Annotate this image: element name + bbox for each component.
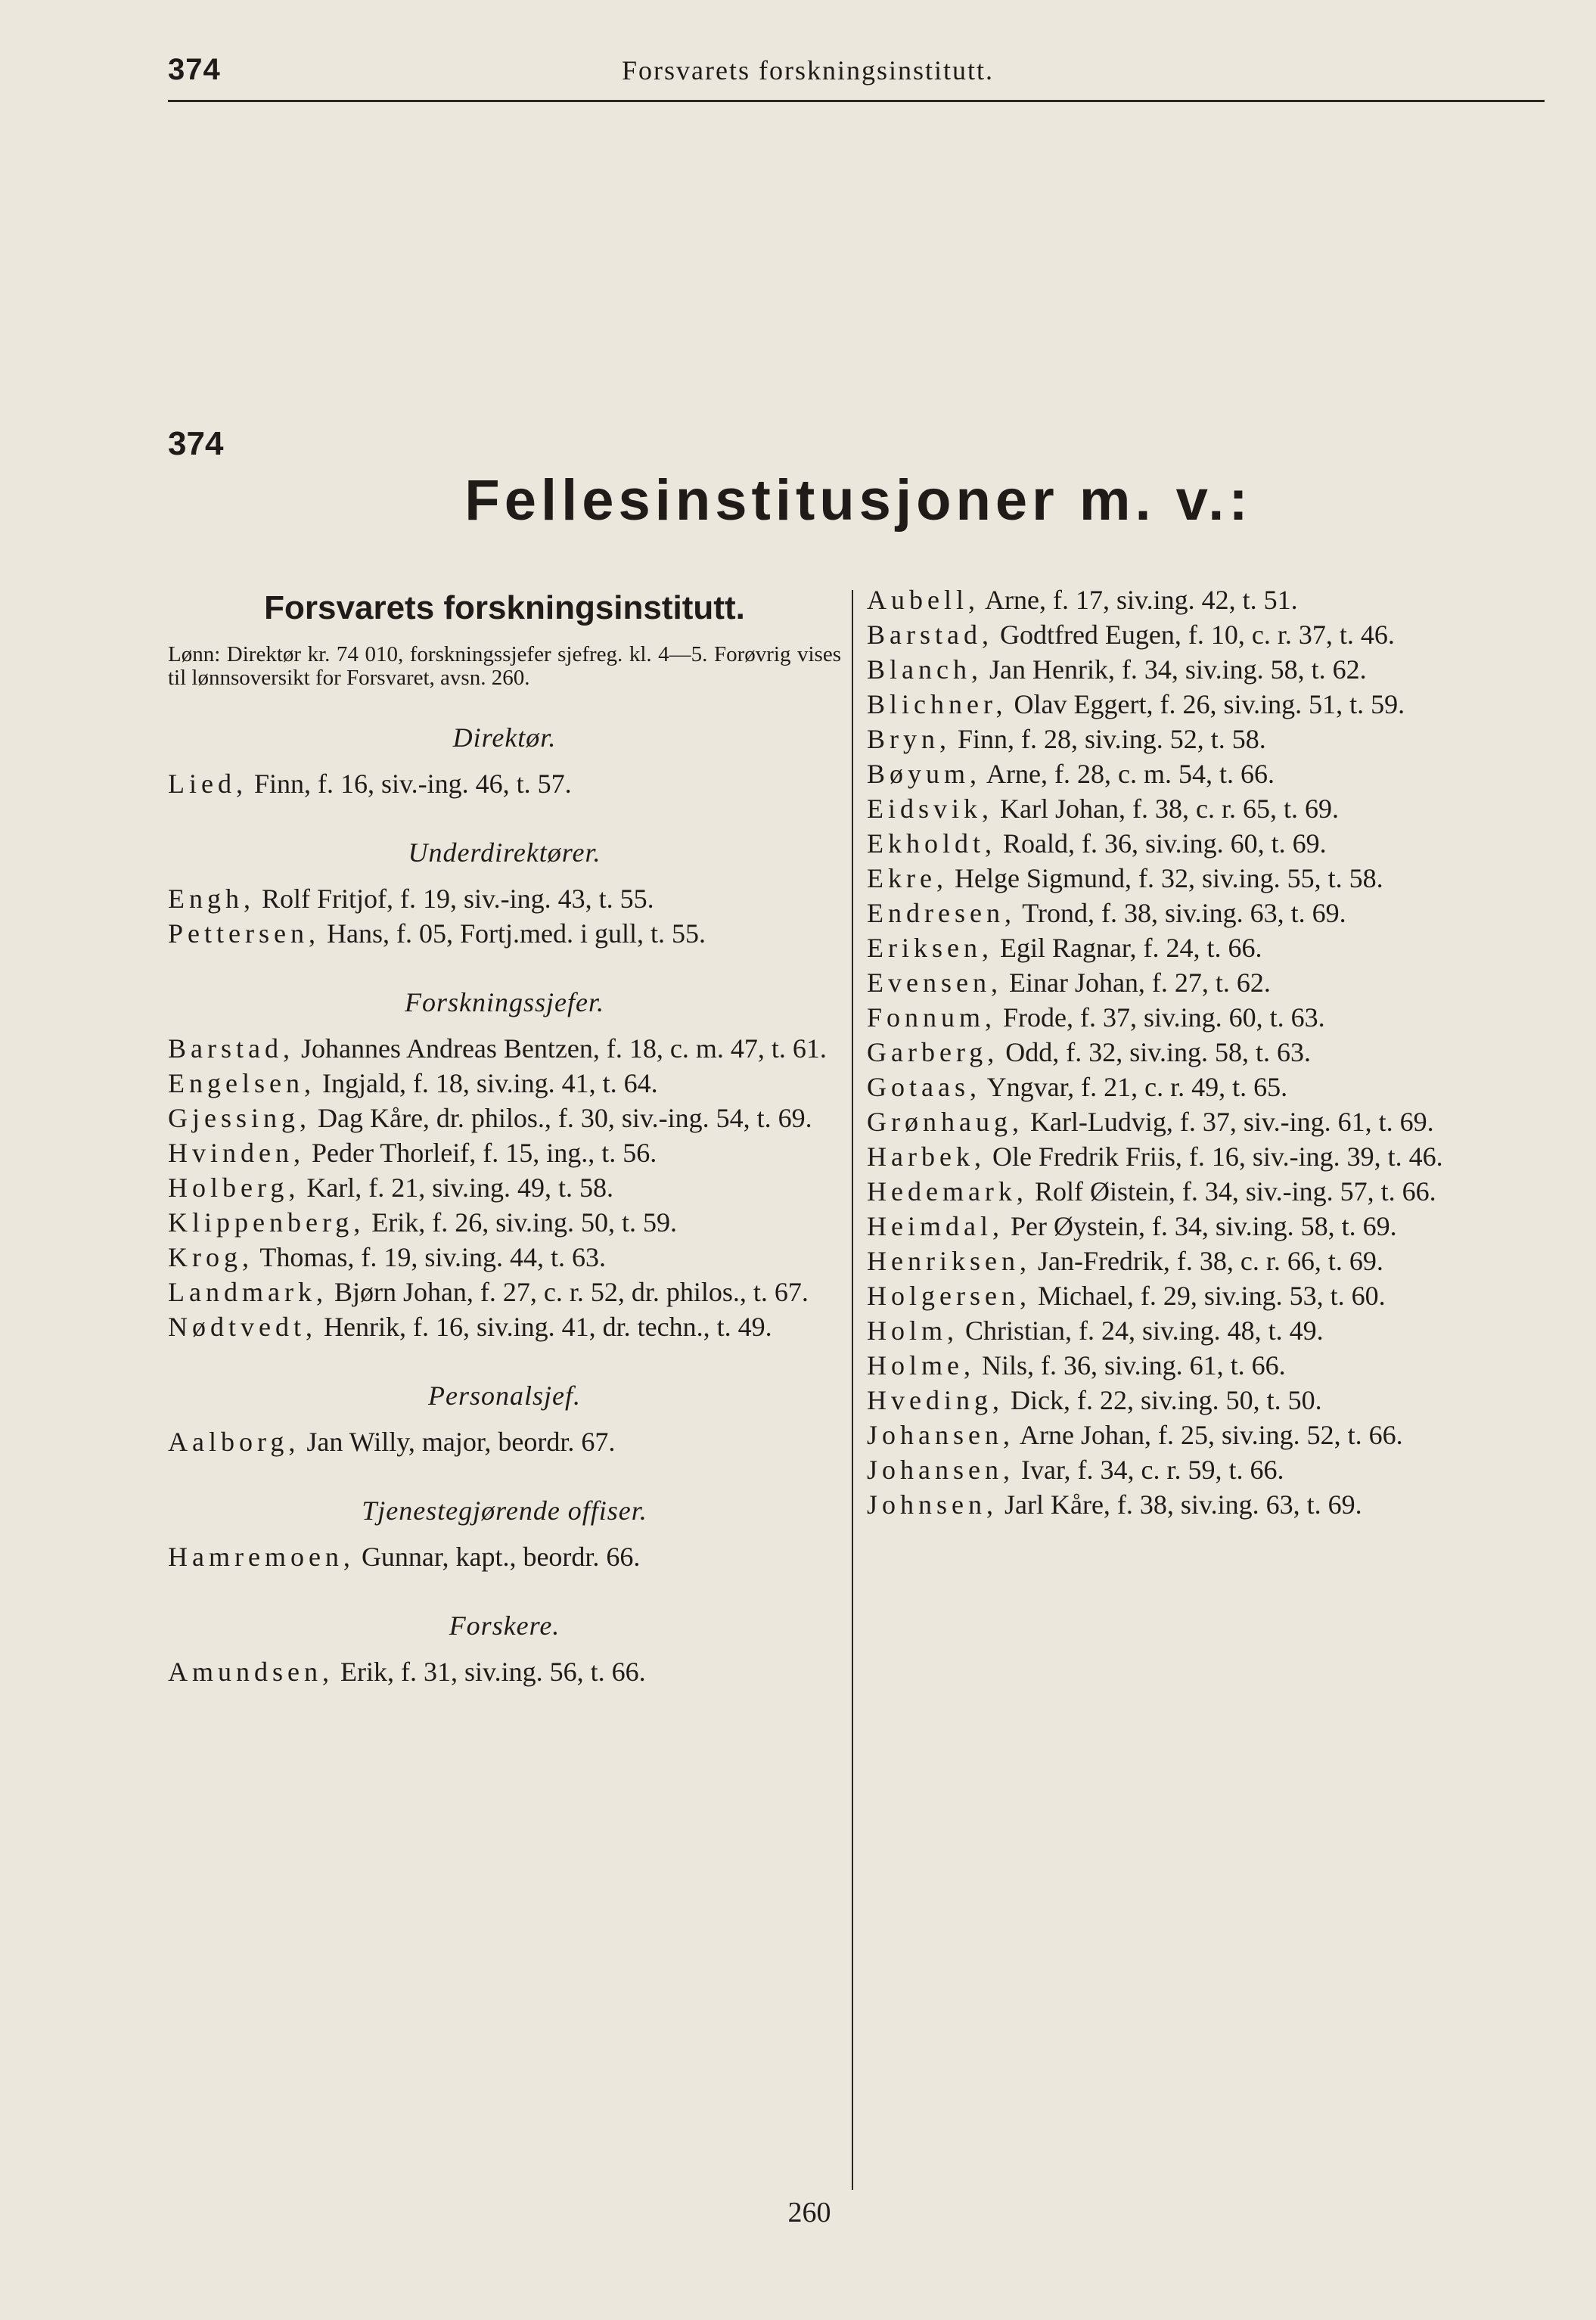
list-direktor [168,768,841,800]
left-column [168,584,841,1691]
list-item [168,918,841,950]
list-offiser [168,1541,841,1573]
section-number: 374 [168,425,224,462]
entry-surname: Gotaas, [867,1072,981,1102]
entry-surname: Hamremoen, [168,1542,355,1572]
entry-surname: Holm, [867,1315,959,1346]
entry-surname: Holme, [867,1350,975,1381]
list-forskere-left [168,1656,841,1688]
entry-details: Dag Kåre, dr. philos., f. 30, siv.-ing. 54, t. 69. [311,1103,812,1133]
entry-details: Rolf Fritjof, f. 19, siv.-ing. 43, t. 55. [255,884,654,914]
category-heading-personalsjef: Personalsjef. [428,1381,581,1411]
entry-details: Einar Johan, f. 27, t. 62. [1001,967,1271,998]
entry-details: Helge Sigmund, f. 32, siv.ing. 55, t. 58. [947,863,1383,893]
entry-surname: Heimdal, [867,1211,1004,1241]
entry-details: Jan Henrik, f. 34, siv.ing. 58, t. 62. [982,654,1367,685]
entry-details: Dick, f. 22, siv.ing. 50, t. 50. [1003,1385,1322,1415]
entry-details: Jan-Fredrik, f. 38, c. r. 66, t. 69. [1030,1246,1383,1276]
entry-details: Henrik, f. 16, siv.ing. 41, dr. techn., t. 49. [316,1312,772,1342]
entry-details: Christian, f. 24, siv.ing. 48, t. 49. [958,1315,1324,1346]
list-item [168,1172,841,1204]
list-item [867,619,1545,651]
category-heading-direktor: Direktør. [452,722,557,753]
entry-details: Gunnar, kapt., beordr. 66. [354,1542,641,1572]
entry-details: Bjørn Johan, f. 27, c. r. 52, dr. philos., t. 67. [327,1277,809,1307]
entry-surname: Aalborg, [168,1427,300,1457]
entry-details: Per Øystein, f. 34, siv.ing. 58, t. 69. [1003,1211,1397,1241]
entry-details: Peder Thorleif, f. 15, ing., t. 56. [304,1138,657,1168]
list-item [168,1207,841,1239]
list-item [867,1106,1545,1138]
entry-details: Hans, f. 05, Fortj.med. i gull, t. 55. [319,918,706,949]
entry-details: Karl Johan, f. 38, c. r. 65, t. 69. [993,794,1339,824]
running-head [168,47,1545,102]
entry-surname: Engelsen, [168,1068,315,1098]
entry-surname: Hvinden, [168,1138,305,1168]
list-item [867,1002,1545,1034]
entry-surname: Henriksen, [867,1246,1031,1276]
list-item [867,1454,1545,1486]
entry-surname: Bryn, [867,724,951,754]
entry-details: Johannes Andreas Bentzen, f. 18, c. m. 47, t. 61. [293,1033,827,1064]
entry-surname: Holberg, [168,1172,300,1203]
column-divider [852,590,853,2190]
entry-surname: Blichner, [867,689,1008,719]
list-item [867,688,1545,721]
list-item [168,1426,841,1458]
list-item [867,1036,1545,1069]
category-heading-forskere: Forskere. [449,1610,560,1641]
entry-surname: Pettersen, [168,918,320,949]
list-item [168,1033,841,1065]
list-item [168,1102,841,1135]
list-item [168,1276,841,1309]
entry-surname: Landmark, [168,1277,328,1307]
list-item [168,1067,841,1100]
entry-details: Jan Willy, major, beordr. 67. [300,1427,616,1457]
entry-details: Odd, f. 32, siv.ing. 58, t. 63. [998,1037,1311,1067]
list-item [867,758,1545,790]
list-item [867,897,1545,930]
entry-details: Arne Johan, f. 25, siv.ing. 52, t. 66. [1014,1420,1403,1450]
entry-surname: Eriksen, [867,933,993,963]
list-item [867,1210,1545,1243]
entry-surname: Johansen, [867,1420,1014,1450]
entry-surname: Johnsen, [867,1489,998,1520]
list-forskere-right [867,584,1545,1521]
list-forskningssjefer [168,1033,841,1343]
list-item [168,883,841,915]
entry-details: Roald, f. 36, siv.ing. 60, t. 69. [996,828,1327,859]
list-item [867,1245,1545,1278]
entry-surname: Aubell, [867,585,980,615]
entry-surname: Lied, [168,769,247,799]
entry-surname: Bøyum, [867,759,982,789]
entry-surname: Klippenberg, [168,1207,365,1238]
entry-surname: Barstad, [168,1033,294,1064]
entry-details: Ivar, f. 34, c. r. 59, t. 66. [1014,1455,1284,1485]
entry-details: Yngvar, f. 21, c. r. 49, t. 65. [980,1072,1288,1102]
list-item [867,1489,1545,1521]
entry-details: Rolf Øistein, f. 34, siv.-ing. 57, t. 66. [1027,1176,1436,1207]
entry-surname: Harbek, [867,1141,986,1172]
entry-details: Olav Eggert, f. 26, siv.ing. 51, t. 59. [1007,689,1405,719]
entry-surname: Ekholdt, [867,828,996,859]
entry-details: Arne, f. 17, siv.ing. 42, t. 51. [979,585,1298,615]
entry-details: Erik, f. 26, siv.ing. 50, t. 59. [365,1207,677,1238]
list-item [867,1280,1545,1312]
list-item [168,1656,841,1688]
entry-details: Erik, f. 31, siv.ing. 56, t. 66. [334,1657,646,1687]
entry-details: Ingjald, f. 18, siv.ing. 41, t. 64. [315,1068,658,1098]
list-item [867,1315,1545,1347]
entry-surname: Endresen, [867,898,1016,928]
list-item [867,1419,1545,1452]
salary-note: Lønn: Direktør kr. 74 010, forskningssjefer sjefreg. kl. 4—5. Forøvrig vises til lønnsoversikt for Forsvaret, avsn. 260. [168,642,841,690]
list-item [867,967,1545,999]
entry-surname: Nødtvedt, [168,1312,317,1342]
entry-surname: Krog, [168,1242,253,1272]
entry-surname: Amundsen, [168,1657,334,1687]
list-item [867,793,1545,825]
list-item [867,1349,1545,1382]
list-item [867,654,1545,686]
entry-surname: Garberg, [867,1037,999,1067]
entry-details: Godtfred Eugen, f. 10, c. r. 37, t. 46. [992,620,1395,650]
list-item [168,1541,841,1573]
list-item [867,1176,1545,1208]
entry-surname: Gjessing, [168,1103,311,1133]
entry-details: Finn, f. 16, siv.-ing. 46, t. 57. [247,769,572,799]
running-head-page-number: 374 [168,53,221,86]
entry-surname: Hveding, [867,1385,1004,1415]
entry-surname: Johansen, [867,1455,1014,1485]
entry-surname: Fonnum, [867,1002,997,1033]
entry-details: Ole Fredrik Friis, f. 16, siv.-ing. 39, t. 46. [985,1141,1443,1172]
running-head-title: Forsvarets forskningsinstitutt. [622,55,994,85]
entry-surname: Engh, [168,884,255,914]
entry-surname: Ekre, [867,863,948,893]
list-item [867,723,1545,756]
list-underdirektorer [168,883,841,950]
list-item [168,1311,841,1343]
entry-details: Karl-Ludvig, f. 37, siv.-ing. 61, t. 69. [1023,1107,1434,1137]
list-item [867,1071,1545,1104]
entry-details: Michael, f. 29, siv.ing. 53, t. 60. [1030,1281,1386,1311]
entry-details: Nils, f. 36, siv.ing. 61, t. 66. [974,1350,1286,1381]
entry-surname: Blanch, [867,654,983,685]
entry-surname: Grønhaug, [867,1107,1023,1137]
section-title: Fellesinstitusjoner m. v.: [464,468,1253,533]
entry-surname: Eidsvik, [867,794,994,824]
entry-surname: Hedemark, [867,1176,1028,1207]
category-heading-underdirektorer: Underdirektører. [408,837,601,868]
entry-details: Trond, f. 38, siv.ing. 63, t. 69. [1015,898,1346,928]
list-item [867,1384,1545,1417]
entry-details: Egil Ragnar, f. 24, t. 66. [992,933,1262,963]
list-item [867,932,1545,964]
footer-page-number: 260 [787,2197,831,2228]
list-item [867,862,1545,895]
list-personalsjef [168,1426,841,1458]
list-item [168,768,841,800]
entry-details: Finn, f. 28, siv.ing. 52, t. 58. [951,724,1266,754]
entry-details: Jarl Kåre, f. 38, siv.ing. 63, t. 69. [998,1489,1362,1520]
entry-surname: Barstad, [867,620,993,650]
entry-details: Karl, f. 21, siv.ing. 49, t. 58. [300,1172,613,1203]
list-item [867,828,1545,860]
category-heading-forskningssjefer: Forskningssjefer. [405,987,604,1017]
list-item [867,584,1545,616]
entry-details: Frode, f. 37, siv.ing. 60, t. 63. [996,1002,1325,1033]
list-item [168,1241,841,1274]
entry-surname: Evensen, [867,967,1002,998]
right-column [867,584,1545,1523]
institution-title: Forsvarets forskningsinstitutt. [264,589,745,626]
entry-details: Thomas, f. 19, siv.ing. 44, t. 63. [253,1242,606,1272]
list-item [867,1141,1545,1173]
entry-details: Arne, f. 28, c. m. 54, t. 66. [981,759,1275,789]
list-item [168,1137,841,1169]
entry-surname: Holgersen, [867,1281,1031,1311]
category-heading-offiser: Tjenestegjørende offiser. [362,1495,647,1526]
